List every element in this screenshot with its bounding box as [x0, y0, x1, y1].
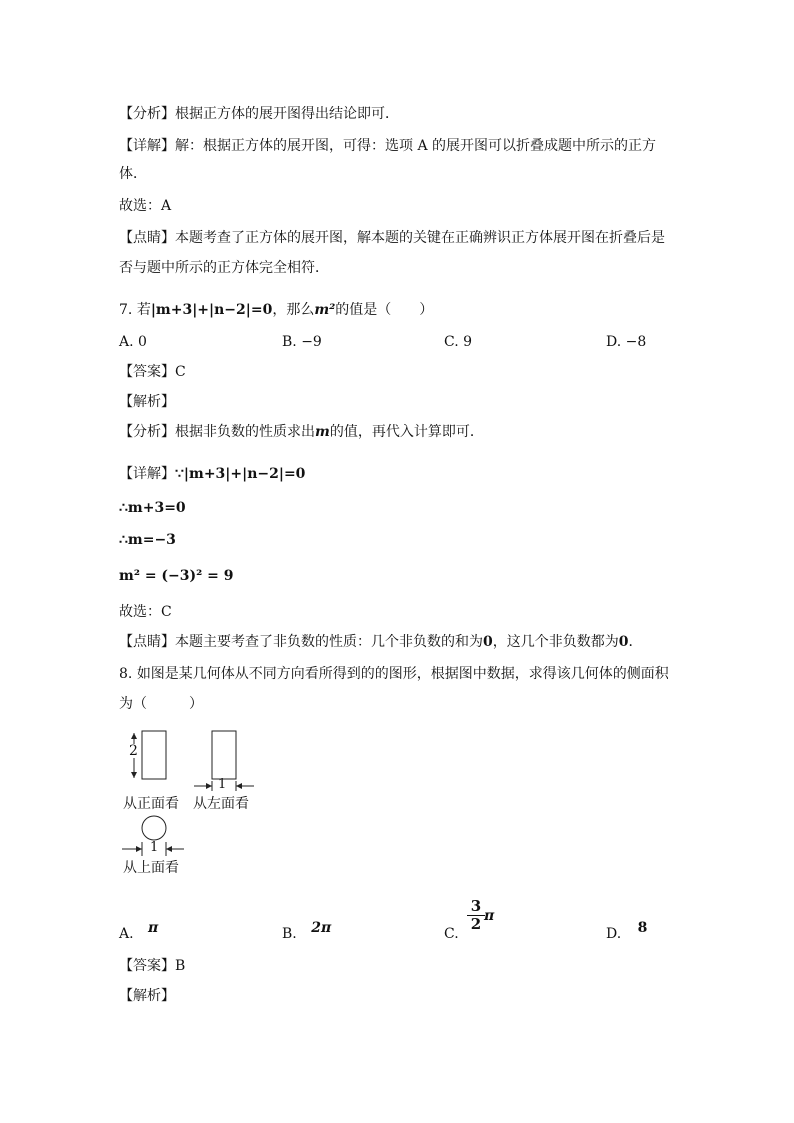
- analysis-tag: 【分析】: [119, 106, 175, 122]
- q7-step-4: m² = (−3)² = 9: [119, 568, 234, 584]
- expr-formula: m²: [314, 302, 336, 318]
- question-number: 7.: [119, 302, 133, 318]
- q8-stem: 8. 如图是某几何体从不同方向看所得到的的图形，根据图中数据，求得该几何体的侧面积: [119, 666, 669, 682]
- step-1-formula: ∵|m+3|+|n−2|=0: [175, 466, 306, 482]
- q8-explain-tag: 【解析】: [119, 988, 175, 1004]
- fraction-numerator: 3: [470, 897, 482, 915]
- var-m: m: [315, 424, 330, 440]
- front-view-dim: 2: [129, 743, 138, 759]
- q7-step-2: ∴m+3=0: [119, 500, 186, 516]
- q6-comment-line-2: 否与题中所示的正方体完全相符．: [119, 260, 329, 276]
- left-view-label: 从左面看: [193, 796, 249, 812]
- q8-option-c-fraction: [467, 898, 485, 933]
- q7-stem: [119, 300, 433, 320]
- q7-detail-line: 【详解】∵|m+3|+|n−2|=0: [119, 466, 306, 482]
- q7-answer: 【答案】C: [119, 364, 186, 380]
- q8-stem-2: 为（ ）: [119, 696, 203, 712]
- top-view-label: 从上面看: [123, 860, 179, 876]
- stem-end: 的值是（ ）: [335, 302, 434, 318]
- comment-tag: 【点睛】: [119, 230, 175, 246]
- detail-text: 解：根据正方体的展开图，可得：选项 A 的展开图可以折叠成题中所示的正方: [175, 138, 657, 154]
- detail-tag: 【详解】: [119, 138, 175, 154]
- fraction-denominator: 2: [470, 915, 482, 933]
- q8-option-c: C.: [444, 926, 459, 942]
- stem-suffix: ，那么: [272, 302, 315, 318]
- front-view-label: 从正面看: [123, 796, 179, 812]
- q6-detail-line-2: 体．: [119, 166, 147, 182]
- top-view-dim: 1: [150, 840, 159, 855]
- q7-comment-line: 【点睛】本题主要考查了非负数的性质：几个非负数的和为0，这几个非负数都为0．: [119, 634, 643, 650]
- q7-option-a: A. 0: [119, 334, 147, 350]
- left-view-dim: 1: [218, 777, 227, 792]
- q7-step-3: ∴m=−3: [119, 532, 176, 548]
- stem-prefix: 若: [136, 302, 151, 318]
- q8-option-d: D. 8: [606, 920, 648, 942]
- q7-option-c: C. 9: [444, 334, 473, 350]
- q7-analysis-line: 【分析】根据非负数的性质求出m的值，再代入计算即可．: [119, 424, 484, 440]
- q8-option-c-pi: π: [484, 908, 495, 924]
- q6-comment-line: [119, 228, 665, 248]
- q6-choose: 故选：A: [119, 198, 172, 214]
- analysis-text: 根据正方体的展开图得出结论即可．: [175, 106, 399, 122]
- q6-analysis-line: [119, 104, 399, 124]
- condition-formula: |m+3|+|n−2|=0: [150, 302, 273, 318]
- q6-detail-line: [119, 136, 656, 156]
- q7-option-d: D. −8: [606, 334, 647, 350]
- q7-choose: 故选：C: [119, 604, 172, 620]
- q8-option-b: B. 2π: [282, 920, 332, 942]
- q8-option-a: A. π: [119, 920, 159, 942]
- q7-option-b: B. −9: [282, 334, 322, 350]
- q7-explain-tag: 【解析】: [119, 394, 175, 410]
- comment-text: 本题考查了正方体的展开图，解本题的关键在正确辨识正方体展开图在折叠后是: [175, 230, 665, 246]
- q8-answer: 【答案】B: [119, 958, 186, 974]
